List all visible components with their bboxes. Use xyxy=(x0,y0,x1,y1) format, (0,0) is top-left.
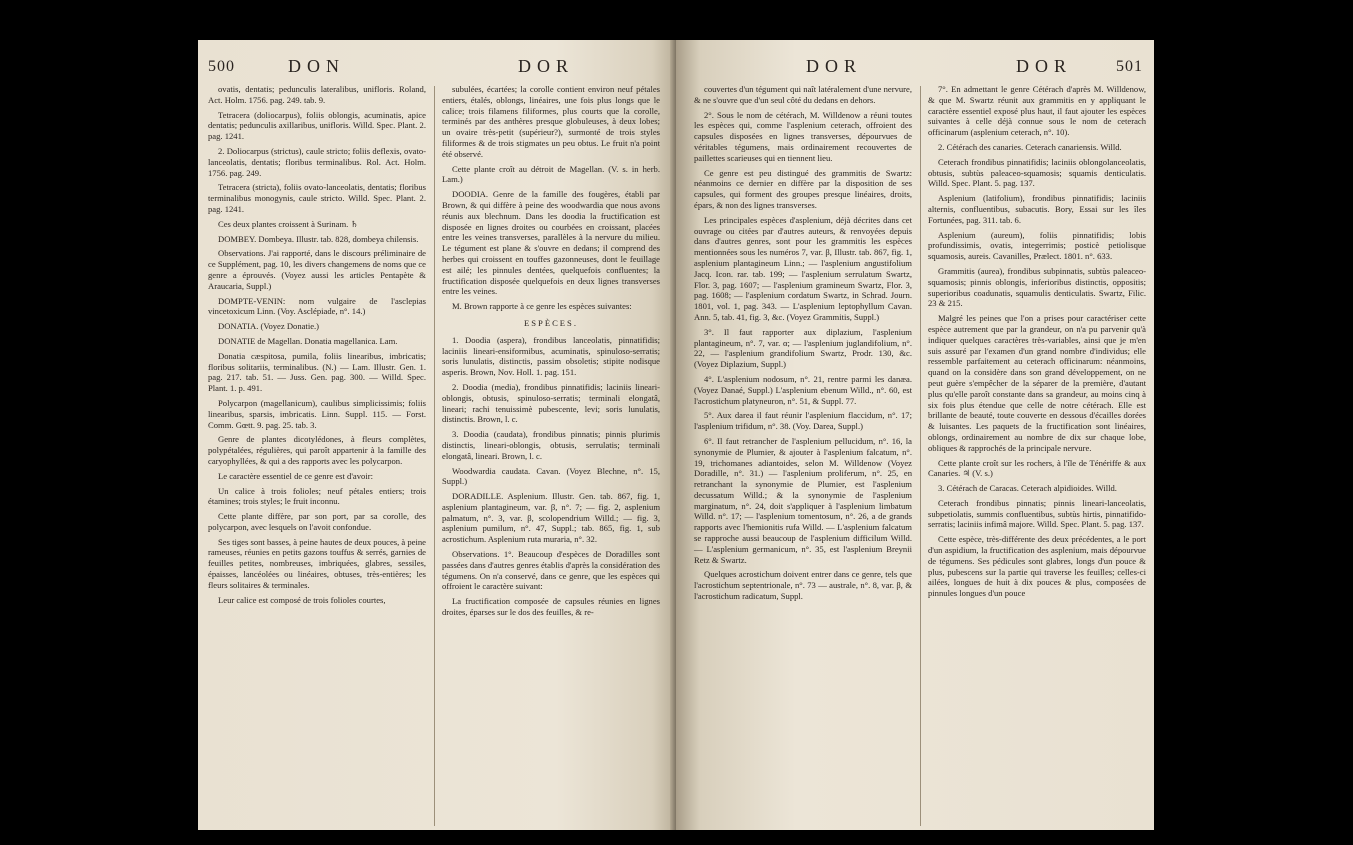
paragraph: 2. Doodia (media), frondibus pinnatifidis; laciniis lineari-oblongis, obtusis, spinuloso-serratis; terminali elongatâ, lineari; rachi tenuissimè pubescente, levi; soris lunulatis, distinctis. Brown, l. c. xyxy=(442,381,660,425)
right-page-column-2 xyxy=(928,84,1146,603)
paragraph: 3. Cétérach de Caracas. Ceterach alpidioides. Willd. xyxy=(938,483,1117,494)
paragraph: Tetracera (doliocarpus), foliis oblongis, acuminatis, apice dentatis; pedunculis axillaribus, unifloris. Willd. Spec. Plant. 2. pag. 1241. xyxy=(208,109,426,142)
paragraph: Ses tiges sont basses, à peine hautes de deux pouces, à peine rameuses, réunies en petits gazons touffus & serrés, garnies de feuilles petites, nombreuses, imbriquées, glabres, sessiles, épaisses, lancéolées ou linéaires, obtuses, très-entières; les fleurs solitaires & terminales. xyxy=(208,536,426,590)
paragraph: 7°. En admettant le genre Cétérach d'après M. Willdenow, & que M. Swartz réunit aux grammitis en y appliquant le caractère essentiel exposé plus haut, il faut ajouter les espèces suivantes à celle déjà connue sous le nom de ceterach officinarum (asplenium ceterach, n°. 10). xyxy=(928,84,1146,138)
paragraph: Cette espèce, très-différente des deux précédentes, a le port d'un aspidium, la fructification des asplenium, mais dépourvue de tégumens. Ses pédicules sont glabres, longs d'un pouce & plus, pubescens sur la partie qui traverse les feuilles; celles-ci ailées, longues de huit à dix pouces & plus, composées de pinnules longues d'un pouce xyxy=(928,534,1146,599)
paragraph: Polycarpon (magellanicum), caulibus simplicissimis; foliis linearibus, sparsis, imbricatis. Linn. Suppl. 115. — Forst. Comm. Gœtt. 9. pag. 25. tab. 3. xyxy=(208,397,426,430)
paragraph: Ce genre est peu distingué des grammitis de Swartz: néanmoins ce dernier en diffère par la disposition de ses capsules, qui forment des groupes presque linéaires, droits, épars, & non des lignes transverses. xyxy=(694,167,912,210)
page-number-right: 501 xyxy=(1116,58,1143,75)
paragraph: ESPÈCES. xyxy=(524,317,578,328)
running-head-right-1: DOR xyxy=(806,56,863,76)
paragraph: 2. Doliocarpus (strictus), caule stricto; foliis deflexis, ovato-lanceolatis, dentatis; floribus terminalibus. Rol. Act. Holm. 1756. pag. 249. xyxy=(208,145,426,178)
paragraph: Observations. 1°. Beaucoup d'espèces de Doradilles sont passées dans d'autres genres établis d'après la considération des tégumens. On n'a conservé, dans ce genre, que les espèces qui offroient le caractère suivant: xyxy=(442,549,660,592)
paragraph: Quelques acrostichum doivent entrer dans ce genre, tels que l'acrostichum septentrionale, n°. 73 — australe, n°. 8, var. β, & l'acrostichum radicatum, Suppl. xyxy=(694,569,912,602)
right-page-column-1 xyxy=(694,84,912,606)
left-page-column-2 xyxy=(442,84,660,622)
running-head-left-1: DON xyxy=(288,56,345,76)
right-page xyxy=(676,40,1154,830)
left-page-column-1 xyxy=(208,84,426,609)
paragraph: ovatis, dentatis; pedunculis lateralibus, unifloris. Roland, Act. Holm. 1756. pag. 249. tab. 9. xyxy=(208,84,426,105)
left-page xyxy=(198,40,676,830)
paragraph: Tetracera (stricta), foliis ovato-lanceolatis, dentatis; floribus terminalibus monogynis, caule stricto. Willd. Spec. Plant. 2. pag. 1241. xyxy=(208,182,426,214)
paragraph: Donatia cæspitosa, pumila, foliis linearibus, imbricatis; floribus solitariis, terminalibus. (N.) — Lam. Illustr. Gen. 1. pag. 217. tab. 51. — Juss. Gen. pag. 300. — Willd. Spec. Plant. 1. p. 491. xyxy=(208,350,426,394)
paragraph: La fructification composée de capsules réunies en lignes droites, éparses sur le dos des feuilles, & re- xyxy=(442,596,660,618)
paragraph: Leur calice est composé de trois folioles courtes, xyxy=(218,594,386,605)
paragraph: Woodwardia caudata. Cavan. (Voyez Blechne, n°. 15, Suppl.) xyxy=(442,465,660,487)
paragraph: DONATIE de Magellan. Donatia magellanica. Lam. xyxy=(218,335,398,346)
paragraph: 1. Doodia (aspera), frondibus lanceolatis, pinnatifidis; laciniis lineari-ensiformibus, acuminatis, spinuloso-serratis; soris lunulatis, distinctis, passim obsoletis; stipite nodisque asperis. Brown, Nov. Holl. 1. pag. 151. xyxy=(442,334,660,378)
paragraph: Ces deux plantes croissent à Surinam. ♄ xyxy=(218,218,359,229)
paragraph: 2°. Sous le nom de cétérach, M. Willdenow a réuni toutes les espèces qui, comme l'asplenium ceterach, offroient des capsules disposées en lignes transverses, dépourvues de véritables tégumens, mais ordinairement recouvertes de paillettes scarieuses qui en tiennent lieu. xyxy=(694,109,912,163)
paragraph: 4°. L'asplenium nodosum, n°. 21, rentre parmi les danæa. (Voyez Danaé, Suppl.) L'asplenium ebenum Willd., n°. 60, est l'acrostichum platyneuron, n°. 51, & Suppl. 77. xyxy=(694,373,912,406)
paragraph: DOMPTE-VENIN: nom vulgaire de l'asclepias vincetoxicum Linn. (Voy. Asclépiade, n°. 14.) xyxy=(208,295,426,317)
paragraph: 3. Doodia (caudata), frondibus pinnatis; pinnis plurimis distinctis, lineari-oblongis, obtusis, serrulatis; terminali elongatâ, lineari. Brown, l. c. xyxy=(442,429,660,461)
paragraph: 3°. Il faut rapporter aux diplazium, l'asplenium plantagineum, n°. 7, var. α; — l'asplenium juglandifolium, n°. 22, — l'asplenium grandifolium Swartz, Prodr. 130, &c. (Voyez Diplazium, Suppl.) xyxy=(694,326,912,370)
paragraph: Le caractère essentiel de ce genre est d'avoir: xyxy=(218,470,373,481)
paragraph: 2. Cétérach des canaries. Ceterach canariensis. Willd. xyxy=(938,141,1122,152)
paragraph: Cette plante croît sur les rochers, à l'île de Ténériffe & aux Canaries. ♃ (V. s.) xyxy=(928,457,1146,479)
paragraph: Genre de plantes dicotylédones, à fleurs complètes, polypétalées, régulières, qui paroît appartenir à la famille des caryophyllées, & qui a des rapports avec les polycarpon. xyxy=(208,434,426,466)
paragraph: Cette plante croît au détroit de Magellan. (V. s. in herb. Lam.) xyxy=(442,163,660,185)
paragraph: Asplenium (latifolium), frondibus pinnatifidis; laciniis alternis, confluentibus, subacutis. Bory, Essai sur les îles Fortunées, pag. 311. tab. 6. xyxy=(928,193,1146,225)
paragraph: DOMBEY. Dombeya. Illustr. tab. 828, dombeya chilensis. xyxy=(218,233,419,244)
paragraph: 5°. Aux darea il faut réunir l'asplenium flaccidum, n°. 17; l'asplenium trifidum, n°. 38. (Voy. Darea, Suppl.) xyxy=(694,410,912,432)
paragraph: DOODIA. Genre de la famille des fougères, établi par Brown, & qui diffère à peine des woodwardia que nous avons réunis aux blechnum. Dans les doodia la fructification est disposée en lignes droites ou courbées en croissant, placées entre les veines transverses, parallèles à la nervure du milieu. Le tégument est plane & s'ouvre en dedans; il comprend des herbes qui croissent en touffes gazonneuses, dont le feuillage est ailé; les pinnules dentées, quelquefois confluentes; la fructification disposée quelquefois en deux lignes transverses entre les veines. xyxy=(442,189,660,297)
paragraph: DONATIA. (Voyez Donatie.) xyxy=(218,321,320,332)
paragraph: Ceterach frondibus pinnatis; pinnis lineari-lanceolatis, subpetiolatis, summis confluentibus, subtùs hirtis, pinnatifido-serratis; laciniis infimâ majore. Willd. Spec. Plant. 5. pag. 137. xyxy=(928,497,1146,530)
paragraph: couvertes d'un tégument qui naît latéralement d'une nervure, & ne s'ouvre que d'un seul côté du dedans en dehors. xyxy=(694,84,912,105)
running-head-left-2: DOR xyxy=(518,56,575,76)
paragraph: Un calice à trois folioles; neuf pétales entiers; trois étamines; trois styles; le fruit inconnu. xyxy=(208,485,426,507)
paragraph: Cette plante diffère, par son port, par sa corolle, des polycarpon, avec lesquels on l'avoit confondue. xyxy=(208,511,426,532)
column-divider xyxy=(434,86,435,826)
column-divider xyxy=(920,86,921,826)
paragraph: DORADILLE. Asplenium. Illustr. Gen. tab. 867, fig. 1, asplenium plantagineum, var. β, n°. 7; — fig. 2, asplenium palmatum, n°. 3, var. β, scolopendrium Willd.; — fig. 3, asplenium pumilum, n°. 47, Suppl.; tab. 865, fig. 1, sub acrostichum. Asplenium ruta muraria, n°. 32. xyxy=(442,491,660,545)
running-head-right-2: DOR xyxy=(1016,56,1073,76)
paragraph: Asplenium (aureum), foliis pinnatifidis; lobis profundissimis, ovatis, integerrimis; posticè petiolisque squamosis, aureis. Cavanilles, Prælect. 1801. n°. 633. xyxy=(928,229,1146,262)
paragraph: Malgré les peines que l'on a prises pour caractériser cette espèce autrement que par la grandeur, on n'a pu parvenir qu'à indiquer quelques caractères très-variables, ainsi que je m'en suis assuré par l'examen d'un grand nombre d'individus; elle ressemble parfaitement au ceterach officinarum: néanmoins, quand on la considère dans son grand développement, on ne peut guère s'empêcher de la séparer de la première, d'autant plus qu'elle paroît constante dans sa grandeur, au moins cinq à six fois plus étendue que celle de notre cétérach. Elle est brillante de beauté, toute couverte en dessous d'écailles dorées & luisantes. Les paquets de la fructification sont linéaires, oblongs, ordinairement au nombre de dix sur chaque lobe, obliques & rapprochés de la principale nervure. xyxy=(928,313,1146,453)
paragraph: Grammitis (aurea), frondibus subpinnatis, subtùs paleaceo-squamosis; pinnis oblongis, inferioribus distinctis, oppositis; superioribus coadunatis, squamulis denticulatis. Swartz, Filic. 23 & 215. xyxy=(928,265,1146,309)
paragraph: Observations. J'ai rapporté, dans le discours préliminaire de ce Supplément, pag. 10, les divers changemens de noms que ce genre a éprouvés. (Voyez aussi les articles Pentapète & Araucaria, Suppl.) xyxy=(208,248,426,291)
page-number-left: 500 xyxy=(208,58,235,75)
paragraph: Ceterach frondibus pinnatifidis; laciniis oblongolanceolatis, obtusis, subtùs paleaceo-squamosis; squamis denticulatis. Willd. Spec. Plant. 5. pag. 137. xyxy=(928,156,1146,189)
paragraph: M. Brown rapporte à ce genre les espèces suivantes: xyxy=(452,301,632,312)
paragraph: Les principales espèces d'asplenium, déjà décrites dans cet ouvrage ou citées par d'autres auteurs, & renvoyées depuis dans d'autres genres, sont pour les grammitis les espèces mentionnées sous les numéros 7, var. β, Illustr. tab. 867, fig. 1, asplenium plantagineum Linn.; — l'asplenium angustifolium Jacq. Icon. rar. tab. 199; — l'asplenium serrulatum Swartz, Flor. 3, pag. 1607; — l'asplenium gramineum Swartz, Flor. 3, pag. 1608; — l'asplenium cordatum Swartz, in Schrad. Journ. 1801, vol. 1, pag. 343. — L'asplenium leptophyllum Cavan. Ann. 5, tab. 41, fig. 3, &c. (Voyez Grammitis, Suppl.) xyxy=(694,214,912,322)
paragraph: subulées, écartées; la corolle contient environ neuf pétales entiers, étalés, oblongs, linéaires, une fois plus longs que le calice; trois filamens filiformes, plus courts que la corolle, terminés par des anthères presque globuleuses, à deux lobes; un ovaire très-petit (supérieur?), surmonté de trois styles filiformes & de trois stigmates un peu obtus. Le fruit n'a point été observé. xyxy=(442,84,660,159)
paragraph: 6°. Il faut retrancher de l'asplenium pellucidum, n°. 16, la synonymie de Plumier, & ajouter à l'asplenium falcatum, n°. 19, trichomanes adiantoides, selon M. Willdenow (Voyez Doradille, n°. 31.) — l'asplenium proliferum, n°. 25, en retranchant la synonymie de Plumier, est l'asplenium decussatum Willd.; & la synonymie de l'asplenium marginatum, n°. 24, doit s'appliquer à l'asplenium limbatum Willd. n°. 17; — l'asplenium tomentosum, n°. 26, a de grands rapports avec l'hemionitis rufa Willd. — L'asplenium falcatum se rapproche aussi beaucoup de l'asplenium difficilum Willd. — L'asplenium germanicum, n°. 35, est l'asplenium Breynii Retz & Swartz. xyxy=(694,435,912,565)
